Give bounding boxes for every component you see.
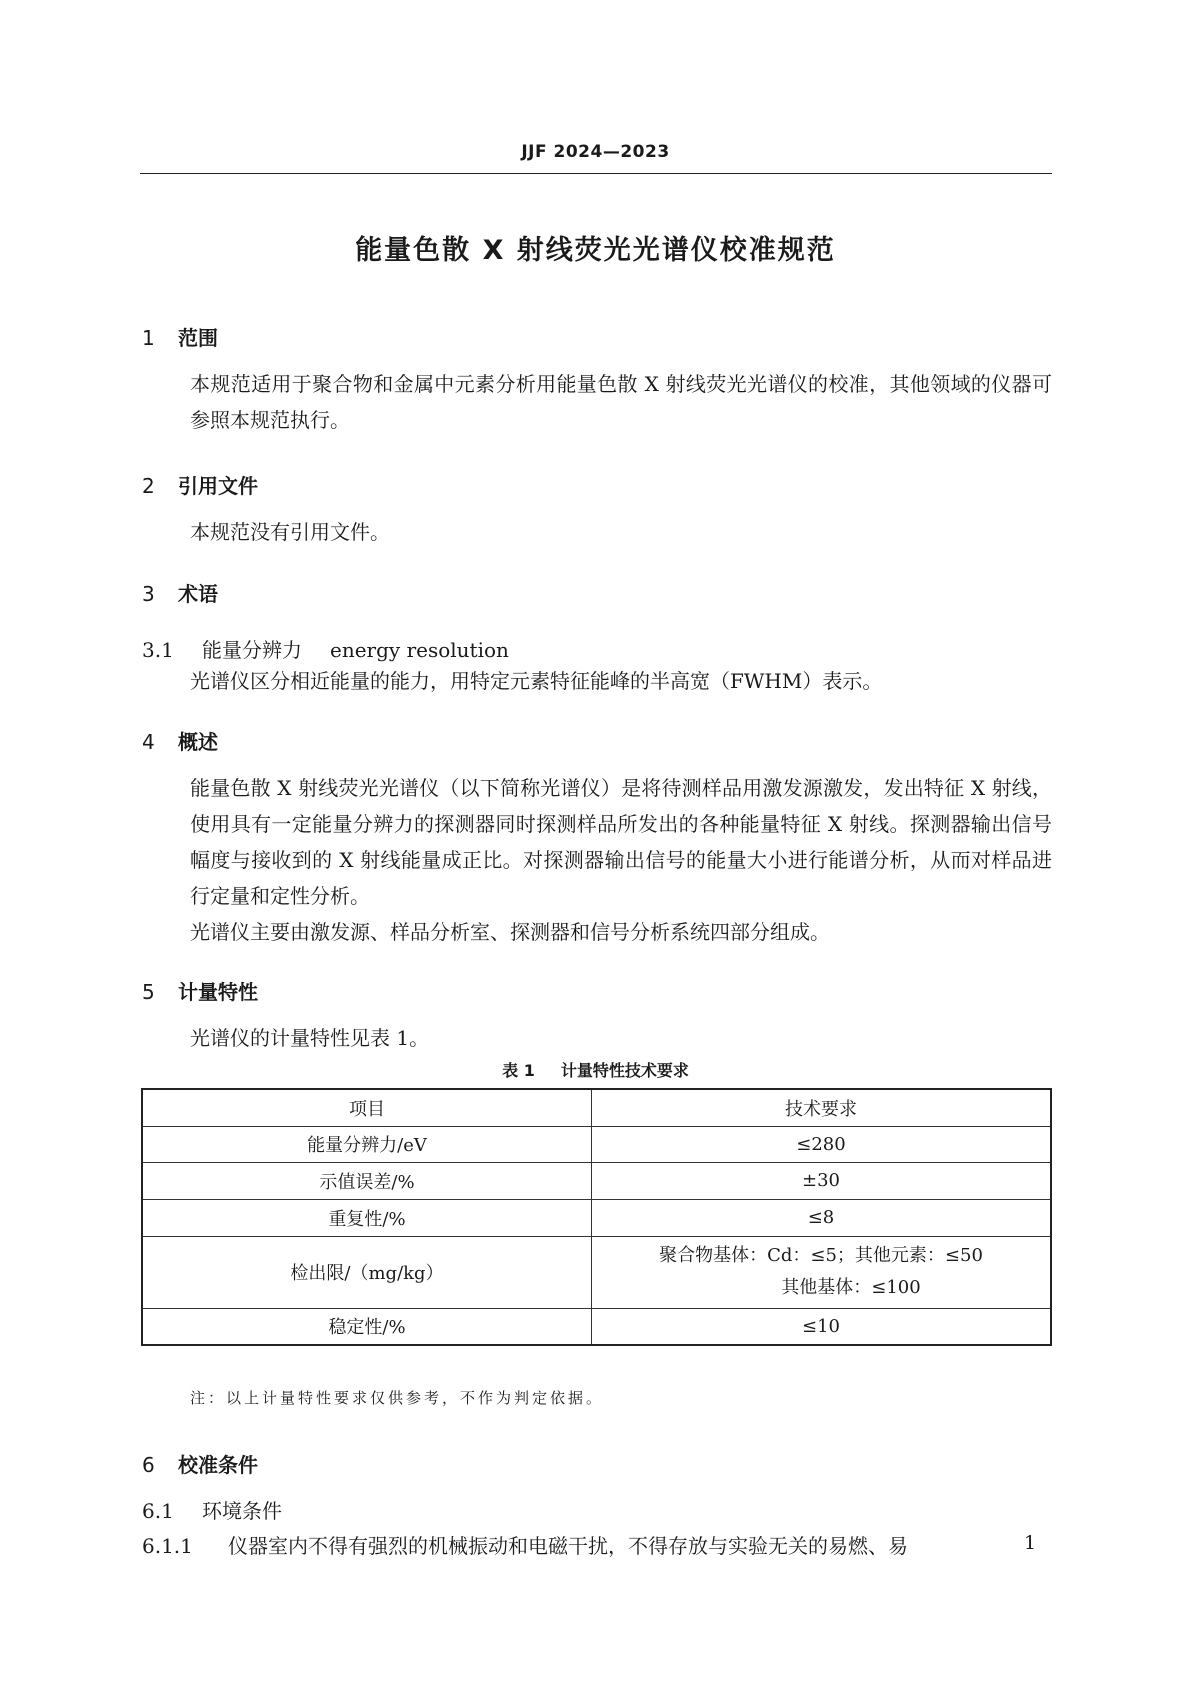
table-cell-item: 稳定性/% bbox=[142, 1308, 592, 1345]
term-definition-text: 光谱仪区分相近能量的能力，用特定元素特征能峰的半高宽（FWHM）表示。 bbox=[190, 669, 883, 693]
table-header-row bbox=[142, 1089, 1051, 1126]
document-code: JJF 2024—2023 bbox=[521, 142, 670, 162]
references-text: 本规范没有引用文件。 bbox=[190, 520, 390, 544]
term-number: 3.1 bbox=[142, 638, 174, 662]
section-heading-overview bbox=[142, 726, 218, 755]
table-row bbox=[142, 1126, 1051, 1162]
table-cell-requirement: ≤8 bbox=[592, 1199, 1052, 1236]
table-cell-requirement-line-2: 其他基体：≤100 bbox=[781, 1277, 921, 1298]
section-number: 4 bbox=[142, 730, 155, 754]
table-cell-item: 示值误差/% bbox=[142, 1162, 592, 1199]
section-title: 计量特性 bbox=[178, 980, 258, 1004]
table-row bbox=[142, 1236, 1051, 1308]
metrology-text: 光谱仪的计量特性见表 1。 bbox=[190, 1026, 430, 1050]
term-chinese: 能量分辨力 bbox=[202, 638, 302, 662]
section-title: 术语 bbox=[178, 582, 218, 606]
term-definition bbox=[142, 663, 1052, 699]
table-caption-title: 计量特性技术要求 bbox=[560, 1061, 689, 1080]
section-heading-references bbox=[142, 470, 258, 499]
table-caption bbox=[0, 1058, 1191, 1081]
section-title: 概述 bbox=[178, 730, 218, 754]
table-header-requirement: 技术要求 bbox=[592, 1089, 1052, 1126]
section-heading-conditions bbox=[142, 1449, 258, 1478]
table-cell-item: 能量分辨力/eV bbox=[142, 1126, 592, 1162]
term-heading bbox=[142, 634, 509, 663]
table-cell-item: 重复性/% bbox=[142, 1199, 592, 1236]
section-title: 引用文件 bbox=[178, 474, 258, 498]
table-cell-requirement: ±30 bbox=[592, 1162, 1052, 1199]
table-cell-requirement-line-1: 聚合物基体：Cd：≤5；其他元素：≤50 bbox=[659, 1245, 983, 1266]
metrology-paragraph bbox=[142, 1020, 1052, 1056]
section-number: 5 bbox=[142, 980, 155, 1004]
page-number: 1 bbox=[1024, 1532, 1037, 1554]
section-number: 2 bbox=[142, 474, 155, 498]
header-rule bbox=[140, 173, 1052, 174]
table-row bbox=[142, 1199, 1051, 1236]
table-row bbox=[142, 1308, 1051, 1345]
document-title: 能量色散 X 射线荧光光谱仪校准规范 bbox=[355, 235, 836, 266]
table-cell-item: 检出限/（mg/kg） bbox=[142, 1236, 592, 1308]
section-number: 3 bbox=[142, 582, 155, 606]
term-english: energy resolution bbox=[330, 638, 509, 662]
section-title: 校准条件 bbox=[178, 1453, 258, 1477]
table-cell-requirement: ≤280 bbox=[592, 1126, 1052, 1162]
clause-number: 6.1.1 bbox=[142, 1534, 193, 1558]
overview-text-1: 能量色散 X 射线荧光光谱仪（以下简称光谱仪）是将待测样品用激发源激发，发出特征 X 射线，使用具有一定能量分辨力的探测器同时探测样品所发出的各种能量特征 X 射线。探测器输出信号幅度与接收到的 X 射线能量成正比。对探测器输出信号的能量大小进行能谱分析，从而对样品进行定量和定性分析。 bbox=[190, 776, 1052, 908]
subsection-heading bbox=[142, 1495, 282, 1524]
overview-text-2: 光谱仪主要由激发源、样品分析室、探测器和信号分析系统四部分组成。 bbox=[190, 920, 830, 944]
clause-text: 仪器室内不得有强烈的机械振动和电磁干扰，不得存放与实验无关的易燃、易 bbox=[228, 1534, 908, 1558]
table-caption-number: 表 1 bbox=[502, 1061, 535, 1080]
references-paragraph bbox=[142, 514, 1052, 550]
subsection-number: 6.1 bbox=[142, 1499, 174, 1523]
section-title: 范围 bbox=[178, 326, 218, 350]
scope-text: 本规范适用于聚合物和金属中元素分析用能量色散 X 射线荧光光谱仪的校准，其他领域的仪器可参照本规范执行。 bbox=[190, 372, 1052, 432]
table-note: 注：以上计量特性要求仅供参考，不作为判定依据。 bbox=[190, 1389, 605, 1407]
table-cell-requirement bbox=[592, 1236, 1052, 1308]
section-heading-metrology bbox=[142, 976, 258, 1005]
clause-6-1-1 bbox=[142, 1530, 1052, 1559]
scope-paragraph bbox=[142, 366, 1052, 438]
section-heading-scope bbox=[142, 322, 218, 351]
overview-paragraph-2 bbox=[142, 914, 1052, 950]
section-heading-terms bbox=[142, 578, 218, 607]
table-header-item: 项目 bbox=[142, 1089, 592, 1126]
section-number: 6 bbox=[142, 1453, 155, 1477]
table-row bbox=[142, 1162, 1051, 1199]
table-cell-requirement: ≤10 bbox=[592, 1308, 1052, 1345]
overview-paragraph-1 bbox=[142, 770, 1052, 914]
subsection-title: 环境条件 bbox=[202, 1499, 282, 1523]
spec-table bbox=[141, 1088, 1052, 1346]
section-number: 1 bbox=[142, 326, 155, 350]
